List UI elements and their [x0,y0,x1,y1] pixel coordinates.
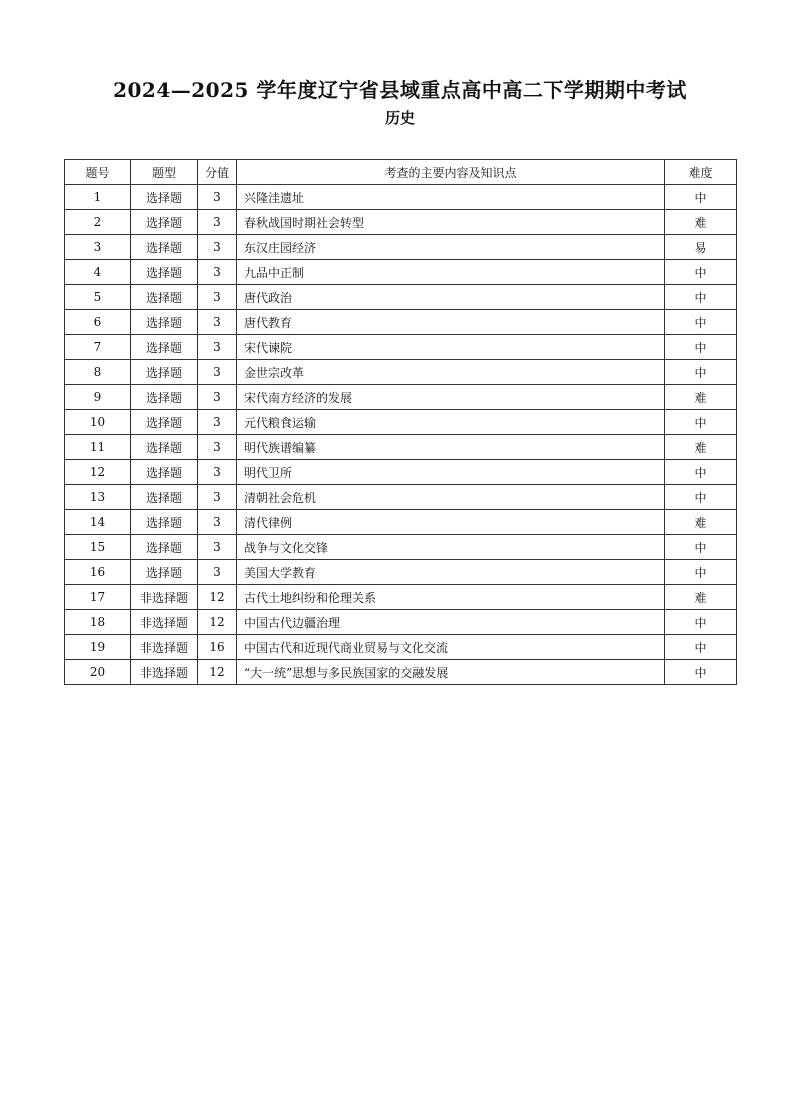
cell-question-number: 9 [65,385,131,410]
table-row [65,360,737,385]
cell-question-type: 选择题 [131,260,198,285]
cell-content: 明代卫所 [237,460,665,485]
cell-score: 3 [198,535,237,560]
cell-score: 3 [198,460,237,485]
table-row [65,560,737,585]
table-row [65,335,737,360]
header-question-number: 题号 [65,160,131,185]
cell-question-number: 20 [65,660,131,685]
cell-question-type: 选择题 [131,560,198,585]
cell-question-type: 选择题 [131,435,198,460]
cell-content: 元代粮食运输 [237,410,665,435]
cell-question-type: 选择题 [131,185,198,210]
cell-difficulty: 中 [665,185,737,210]
table-body [65,185,737,685]
cell-question-number: 19 [65,635,131,660]
cell-question-number: 1 [65,185,131,210]
cell-difficulty: 中 [665,335,737,360]
table-row [65,310,737,335]
cell-question-type: 选择题 [131,535,198,560]
cell-question-number: 5 [65,285,131,310]
header-difficulty: 难度 [665,160,737,185]
table-row [65,235,737,260]
cell-question-type: 选择题 [131,410,198,435]
table-row [65,535,737,560]
cell-score: 3 [198,485,237,510]
cell-difficulty: 易 [665,235,737,260]
table-row [65,385,737,410]
cell-content: 兴隆洼遗址 [237,185,665,210]
cell-question-type: 非选择题 [131,635,198,660]
header-question-type: 题型 [131,160,198,185]
table-row [65,210,737,235]
cell-question-type: 选择题 [131,460,198,485]
cell-content: 古代土地纠纷和伦理关系 [237,585,665,610]
table-row [65,510,737,535]
cell-content: 清朝社会危机 [237,485,665,510]
cell-content: 东汉庄园经济 [237,235,665,260]
cell-question-number: 12 [65,460,131,485]
cell-difficulty: 中 [665,410,737,435]
cell-question-type: 选择题 [131,310,198,335]
cell-score: 3 [198,360,237,385]
table-row [65,585,737,610]
cell-difficulty: 难 [665,510,737,535]
table-row [65,660,737,685]
cell-difficulty: 中 [665,485,737,510]
cell-content: 中国古代边疆治理 [237,610,665,635]
cell-difficulty: 中 [665,660,737,685]
cell-score: 3 [198,335,237,360]
cell-difficulty: 难 [665,385,737,410]
exam-spec-table [64,159,737,685]
header-score: 分值 [198,160,237,185]
table-row [65,485,737,510]
table-row [65,185,737,210]
cell-content: 金世宗改革 [237,360,665,385]
table-row [65,410,737,435]
cell-question-type: 选择题 [131,210,198,235]
cell-question-number: 8 [65,360,131,385]
cell-question-number: 4 [65,260,131,285]
cell-difficulty: 中 [665,260,737,285]
table-row [65,285,737,310]
cell-score: 3 [198,185,237,210]
cell-question-number: 11 [65,435,131,460]
cell-question-type: 选择题 [131,485,198,510]
header-content: 考查的主要内容及知识点 [237,160,665,185]
cell-content: 美国大学教育 [237,560,665,585]
cell-score: 12 [198,585,237,610]
cell-question-type: 选择题 [131,335,198,360]
cell-content: 唐代教育 [237,310,665,335]
table-row [65,460,737,485]
subject-heading: 历史 [384,109,415,127]
cell-difficulty: 中 [665,360,737,385]
cell-difficulty: 难 [665,435,737,460]
cell-question-number: 2 [65,210,131,235]
cell-content: 九品中正制 [237,260,665,285]
cell-question-number: 3 [65,235,131,260]
cell-score: 12 [198,660,237,685]
cell-score: 3 [198,560,237,585]
cell-question-number: 14 [65,510,131,535]
cell-question-number: 16 [65,560,131,585]
cell-score: 3 [198,285,237,310]
cell-question-type: 非选择题 [131,610,198,635]
cell-content: 明代族谱编纂 [237,435,665,460]
cell-score: 3 [198,310,237,335]
cell-difficulty: 中 [665,635,737,660]
table-header-row [65,160,737,185]
cell-question-number: 13 [65,485,131,510]
cell-question-type: 非选择题 [131,585,198,610]
cell-question-number: 10 [65,410,131,435]
cell-score: 12 [198,610,237,635]
cell-content: 清代律例 [237,510,665,535]
page-title: 2024—2025 学年度辽宁省县域重点高中高二下学期期中考试 [113,78,687,102]
cell-content: “大一统”思想与多民族国家的交融发展 [237,660,665,685]
cell-question-type: 选择题 [131,385,198,410]
cell-difficulty: 中 [665,535,737,560]
cell-score: 3 [198,410,237,435]
cell-difficulty: 中 [665,285,737,310]
cell-difficulty: 难 [665,210,737,235]
cell-content: 唐代政治 [237,285,665,310]
table-row [65,610,737,635]
cell-score: 3 [198,510,237,535]
table-row [65,435,737,460]
cell-question-number: 6 [65,310,131,335]
cell-question-type: 选择题 [131,235,198,260]
cell-content: 战争与文化交锋 [237,535,665,560]
cell-question-number: 17 [65,585,131,610]
cell-question-type: 选择题 [131,510,198,535]
cell-content: 宋代南方经济的发展 [237,385,665,410]
cell-question-type: 选择题 [131,285,198,310]
cell-content: 宋代谏院 [237,335,665,360]
cell-difficulty: 中 [665,460,737,485]
table-row [65,260,737,285]
cell-difficulty: 难 [665,585,737,610]
table-row [65,635,737,660]
cell-score: 3 [198,385,237,410]
cell-question-number: 15 [65,535,131,560]
cell-score: 3 [198,260,237,285]
cell-score: 3 [198,210,237,235]
cell-difficulty: 中 [665,610,737,635]
cell-content: 中国古代和近现代商业贸易与文化交流 [237,635,665,660]
cell-score: 3 [198,435,237,460]
cell-difficulty: 中 [665,310,737,335]
cell-question-number: 18 [65,610,131,635]
cell-difficulty: 中 [665,560,737,585]
cell-question-type: 非选择题 [131,660,198,685]
cell-question-number: 7 [65,335,131,360]
cell-score: 16 [198,635,237,660]
cell-score: 3 [198,235,237,260]
cell-question-type: 选择题 [131,360,198,385]
cell-content: 春秋战国时期社会转型 [237,210,665,235]
